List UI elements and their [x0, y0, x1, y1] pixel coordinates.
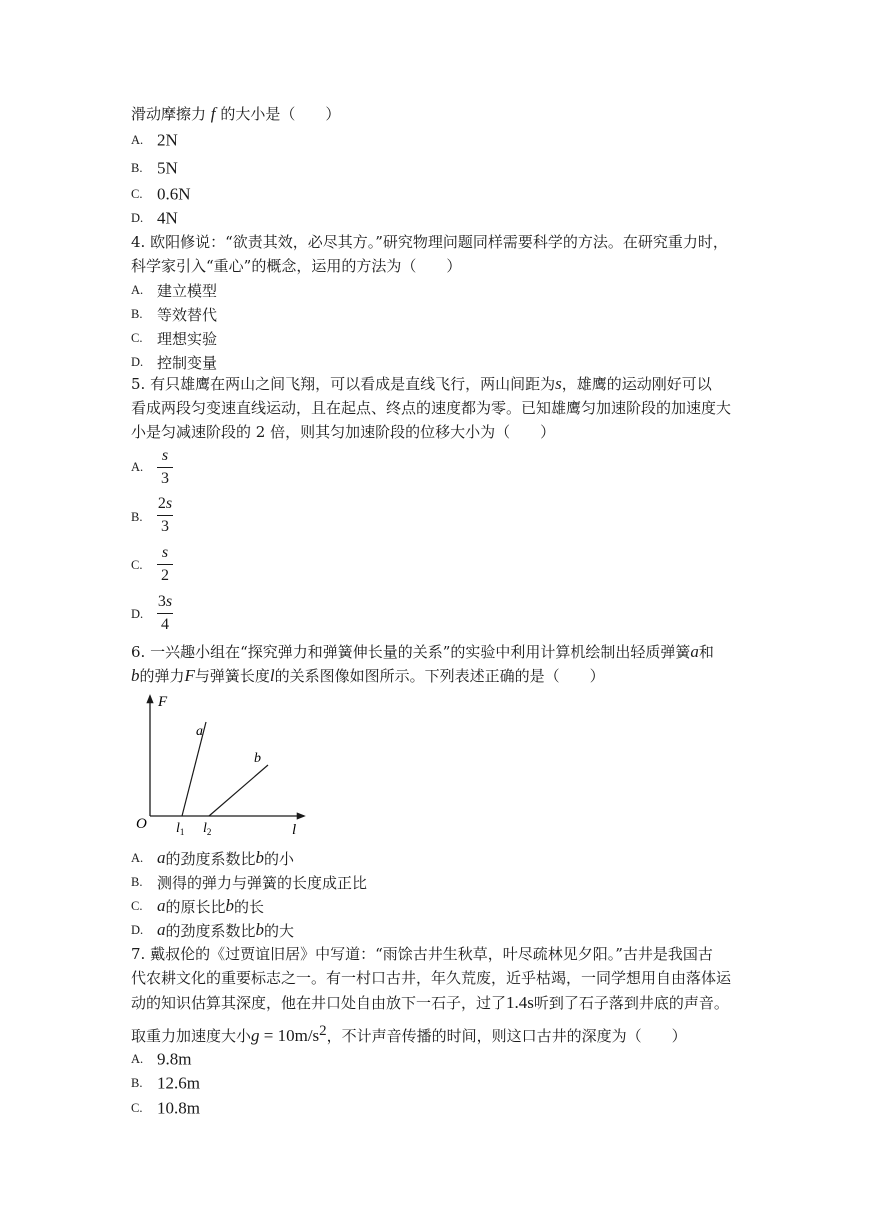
- q5-option-d-fraction: 3s 4: [157, 593, 173, 633]
- spring-b-line: [209, 765, 268, 816]
- q5-option-b-label[interactable]: B.: [131, 510, 143, 524]
- x-axis-label: l: [292, 822, 297, 838]
- q7-stem-line4: 取重力加速度大小$g = 10m/s^2$，不计声音传播的时间，则这口古井的深度为（ ）: [131, 1023, 687, 1045]
- q6-stem-line1: 6. 一兴趣小组在“探究弹力和弹簧伸长量的关系”的实验中利用计算机绘制出轻质弹簧a和: [131, 642, 714, 661]
- q6-option-a[interactable]: A. a的劲度系数比b的小: [131, 848, 295, 868]
- spring-a-label: a: [196, 724, 203, 739]
- q4-stem-line2: 科学家引入“重心”的概念，运用的方法为（ ）: [131, 257, 462, 275]
- q3-option-c[interactable]: C. 0.6N: [131, 184, 191, 204]
- q7-stem-line3: 动的知识估算其深度，他在井口处自由放下一石子，过了1.4s听到了石子落到井底的声音。: [131, 993, 729, 1012]
- q5-option-d-label[interactable]: D.: [131, 607, 144, 621]
- q3-option-d[interactable]: D. 4N: [131, 208, 178, 228]
- q3-option-a[interactable]: A. 2N: [131, 130, 178, 150]
- q7-option-a[interactable]: A. 9.8m: [131, 1049, 192, 1069]
- q5-option-a-fraction: s 3: [157, 446, 173, 489]
- q5-stem-line1: 5. 有只雄鹰在两山之间飞翔，可以看成是直线飞行，两山间距为s，雄鹰的运动刚好可以: [131, 374, 712, 393]
- q4-option-c[interactable]: C. 理想实验: [131, 330, 218, 348]
- q6-option-b[interactable]: B. 测得的弹力与弹簧的长度成正比: [131, 874, 368, 892]
- q4-option-b[interactable]: B. 等效替代: [131, 306, 218, 324]
- origin-label: O: [136, 816, 147, 832]
- q6-option-d[interactable]: D. a的劲度系数比b的大: [131, 920, 295, 940]
- q5-option-b-fraction: 2s 3: [157, 495, 173, 535]
- q5-stem-line2: 看成两段匀变速直线运动，且在起点、终点的速度都为零。已知雄鹰匀加速阶段的加速度大: [131, 399, 732, 417]
- spring-b-label: b: [254, 751, 261, 766]
- q4-stem-line1: 4. 欧阳修说：“欲责其效，必尽其方。”研究物理问题同样需要科学的方法。在研究重力时，: [131, 233, 728, 251]
- q4-option-a[interactable]: A. 建立模型: [131, 282, 218, 300]
- spring-force-graph: [132, 688, 312, 838]
- q6-option-c[interactable]: C. a的原长比b的长: [131, 896, 265, 916]
- q7-stem-line2: 代农耕文化的重要标志之一。有一村口古井，年久荒废，近乎枯竭，一同学想用自由落体运: [131, 969, 732, 987]
- q3-stem: 滑动摩擦力 f 的大小是（ ）: [131, 104, 341, 123]
- q5-option-a-label[interactable]: A.: [131, 460, 144, 474]
- tick-l2: $l_2$: [203, 821, 212, 837]
- q3-option-b[interactable]: B. 5N: [131, 158, 178, 178]
- q5-stem-line3: 小是匀减速阶段的 2 倍，则其匀加速阶段的位移大小为（ ）: [131, 423, 556, 441]
- q5-option-c-label[interactable]: C.: [131, 558, 143, 572]
- q6-stem-line2: b的弹力F与弹簧长度l的关系图像如图所示。下列表述正确的是（ ）: [131, 666, 605, 685]
- q7-option-c[interactable]: C. 10.8m: [131, 1098, 200, 1118]
- q7-stem-line1: 7. 戴叔伦的《过贾谊旧居》中写道：“雨馀古井生秋草，叶尽疏林见夕阳。”古井是我国古: [131, 945, 713, 963]
- q5-option-c-fraction: s 2: [157, 543, 173, 586]
- q7-option-b[interactable]: B. 12.6m: [131, 1073, 200, 1093]
- y-axis-label: F: [158, 694, 168, 710]
- tick-l1: $l_1$: [176, 821, 185, 837]
- q4-option-d[interactable]: D. 控制变量: [131, 354, 218, 372]
